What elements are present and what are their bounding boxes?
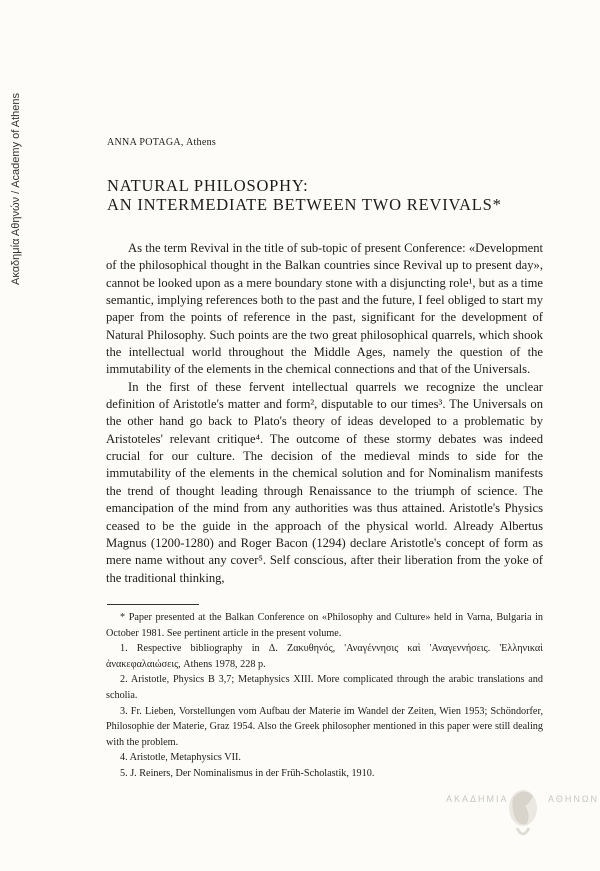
title-line: AN INTERMEDIATE BETWEEN TWO REVIVALS* (107, 195, 502, 214)
footnotes (106, 610, 543, 782)
side-label-text: Ακαδημία Αθηνών / Academy of Athens (10, 92, 22, 285)
paragraph: In the first of these fervent intellectual quarrels we recognize the unclear definition of Aristotle's matter and form², disputable to our times³. The Universals on the other hand go back to Plato's theory of ideas developed to a problematic by Aristoteles' relevant critique⁴. The outcome of these stormy debates was indeed crucial for our culture. The decision of the medieval minds to side for the immutability of the elements in the chemical solution and for Nominalism manifests the trend of thought leading through Renaissance to the triumph of science. The emancipation of the mind from any authorities was thus attained. Aristotle's Physics ceased to be the guide in the approach of the physical world. Already Albertus Magnus (1200-1280) and Roger Bacon (1294) declare Aristotle's concept of form as mere name without any cover⁵. Self conscious, after their liberation from the yoke of the traditional thinking, (106, 379, 543, 585)
athena-seal-icon (503, 784, 543, 846)
academy-watermark (446, 784, 600, 854)
paragraph: As the term Revival in the title of sub-topic of present Conference: «Development of the philosophical thought in the Balkan countries since Revival up to present day», cannot be looked upon as a mere boundary stone with a disjuncting role¹, but as a time semantic, implying references both to the past and the future, I feel obliged to start my paper from the points of reference in the past, significant for the development of Natural Philosophy. Such points are the two great philosophical quarrels, which shook the intellectual world throughout the Middle Ages, namely the question of the immutability of the elements in the chemical connections and that of the Universals. (106, 241, 543, 377)
footnote: 5. J. Reiners, Der Nominalismus in der Früh-Scholastik, 1910. (120, 767, 375, 779)
body-text (106, 240, 543, 587)
footnote: 1. Respective bibliography in Δ. Ζακυθηνός, 'Αναγέννησις καὶ 'Αναγεννήσεις. 'Ελληνικαὶ ἀνακεφαλαιώσεις, Athens 1978, 228 p. (106, 643, 543, 670)
footnote: * Paper presented at the Balkan Conference on «Philosophy and Culture» held in Varna, Bulgaria in October 1981. See pertinent article in the present volume. (106, 612, 543, 639)
footnote: 2. Aristotle, Physics B 3,7; Metaphysics XIII. More complicated through the arabic translations and scholia. (106, 674, 543, 701)
paper-title (107, 176, 547, 214)
footnote: 3. Fr. Lieben, Vorstellungen vom Aufbau der Materie im Wandel der Zeiten, Wien 1953; Schöndorfer, Philosophie der Materie, Graz 1954. Also the Greek philosopher mentioned in this paper were still dealing with the problem. (106, 705, 543, 748)
watermark-right-text: ΑΘΗΝΩΝ (548, 794, 600, 804)
footnote-divider (107, 604, 199, 605)
side-label (10, 45, 24, 285)
title-line: NATURAL PHILOSOPHY: (107, 176, 309, 195)
watermark-left-text: ΑΚΑΔΗΜΙΑ (446, 794, 509, 804)
footnote: 4. Aristotle, Metaphysics VII. (120, 752, 241, 764)
author-line: ANNA POTAGA, Athens (107, 137, 217, 148)
